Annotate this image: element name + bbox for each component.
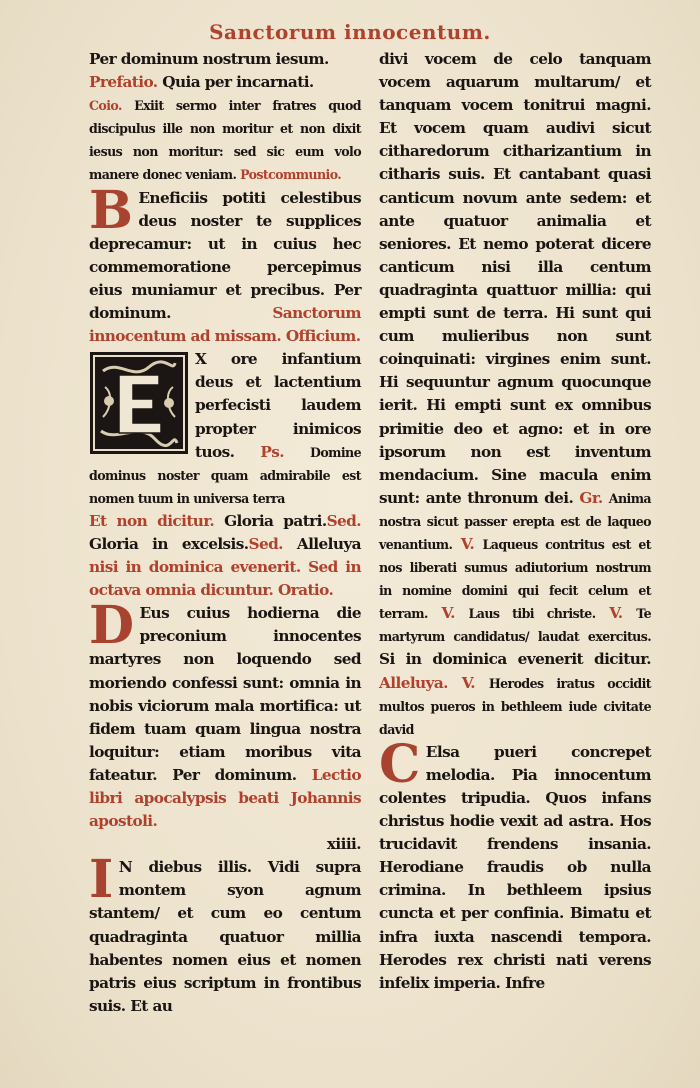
left-column — [89, 48, 361, 1018]
decorated-initial-letter: E — [137, 417, 138, 419]
initial-letter-b: B — [89, 179, 133, 241]
rubric: Alleluya. — [379, 673, 448, 692]
rubric: V. — [609, 604, 623, 623]
text-line: Prefatio. Quia per incarnati. — [89, 73, 314, 92]
rubric: Gr. — [579, 488, 603, 507]
text-paragraph: Coio. Exiit sermo inter fratres quod discipulus ille non moritur et non dixit iesus non moritur: sed sic eum volo manere donec veniam. Postcommunio. — [89, 98, 361, 183]
rubric: V. — [461, 673, 476, 692]
rubric: V. — [460, 534, 475, 553]
rubric-heading: Sanctorum innocentum ad missam. Officium. — [89, 304, 361, 346]
text-paragraph: E X ore infantium deus et lactentium perfecisti laudem propter inimicos tuos. Ps. Domine dominus noster quam admirabile est nomen tuum in universa terra — [89, 350, 361, 506]
rubric: Sed. — [248, 534, 283, 553]
text-paragraph: I N diebus illis. Vidi supra montem syon agnum stantem/ et cum eo centum quadraginta quatuor millia habentes nomen eius et nomen patris eius scriptum in frontibus suis. Et au — [89, 849, 361, 1015]
rubric: Sed. — [326, 511, 361, 530]
decorated-initial-e-icon — [89, 351, 189, 455]
text-paragraph: B Eneficiis potiti celestibus deus noster te supplices deprecamur: ut in cuius hec commemoratione percepimus eius muniamur et precibus. Per dominum. Sanctorum innocentum ad missam. Officium. — [89, 179, 361, 346]
rubric: nisi in dominica evenerit. Sed in octava omnia dicuntur. — [89, 558, 361, 600]
rubric: Coio. — [89, 98, 122, 114]
text-paragraph: C Elsa pueri concrepet melodia. Pia innocentum colentes tripudia. Quos infans christus hodie vexit ad astra. Hos trucidavit frendens insania. Herodiane fraudis ob nulla crimina. In bethleem ipsius cuncta et per confinia. Bimatu et infra iuxta nascendi tempora. Herodes rex christi nati verens infelix imperia. Infre — [379, 733, 651, 992]
rubric: Prefatio. — [89, 73, 158, 92]
rubric: Oratio. — [277, 581, 334, 600]
rubric: Ps. — [260, 442, 284, 461]
page-header: Sanctorum innocentum. — [209, 20, 491, 44]
text-paragraph: Et non dicitur. Gloria patri.Sed. Gloria in excelsis.Sed. Alleluya nisi in dominica evenerit. Sed in octava omnia dicuntur. Oratio. — [89, 511, 361, 600]
right-column — [379, 48, 651, 995]
text-paragraph: divi vocem de celo tanquam vocem aquarum multarum/ et tanquam vocem tonitrui magni. Et vocem quam audivi sicut citharedorum citharizantium in citharis suis. Et cantabant quasi canticum novum ante sedem: et ante quatuor animalia et seniores. Et nemo poterat dicere canticum nisi illa centum quadraginta quattuor millia: qui empti sunt de terra. Hi sunt qui cum mulieribus non sunt coinquinati: virgines enim sunt. Hi sequuntur agnum quocunque ierit. Hi empti sunt ex omnibus primitie deo et agno: et in ore ipsorum non est inventum mendacium. Sine macula enim sunt: ante thronum dei. Gr. Anima nostra sicut passer erepta est de laqueo venantium. V. Laqueus contritus est et nos liberati sumus adiutorium nostrum in nomine domini qui fecit celum et terram. V. Laus tibi christe. V. Te martyrum candidatus/ laudat exercitus. Si in dominica evenerit dicitur. Alleluya. V. Herodes iratus occidit multos pueros in bethleem iude civitate david — [379, 50, 652, 737]
initial-letter-d: D — [89, 595, 134, 657]
chapter-number: xiiii. — [326, 835, 361, 854]
text-paragraph: D Eus cuius hodierna die preconium innocentes martyres non loquendo sed moriendo confessi sunt: omnia in nobis viciorum mala mortifica: ut fidem tuam quam lingua nostra loquitur: etiam moribus vita fateatur. Per dominum. Lectio libri apocalypsis beati Johannis apostoli. — [89, 595, 361, 831]
rubric: V. — [441, 604, 455, 623]
initial-letter-i: I — [89, 849, 113, 911]
rubric-heading: Lectio libri apocalypsis beati Johannis apostoli. — [89, 765, 361, 831]
text-line: Per dominum nostrum iesum. — [89, 50, 329, 68]
initial-letter-c: C — [379, 733, 420, 795]
rubric: Et non dicitur. — [89, 511, 215, 530]
rubric: Postcommunio. — [240, 167, 342, 183]
